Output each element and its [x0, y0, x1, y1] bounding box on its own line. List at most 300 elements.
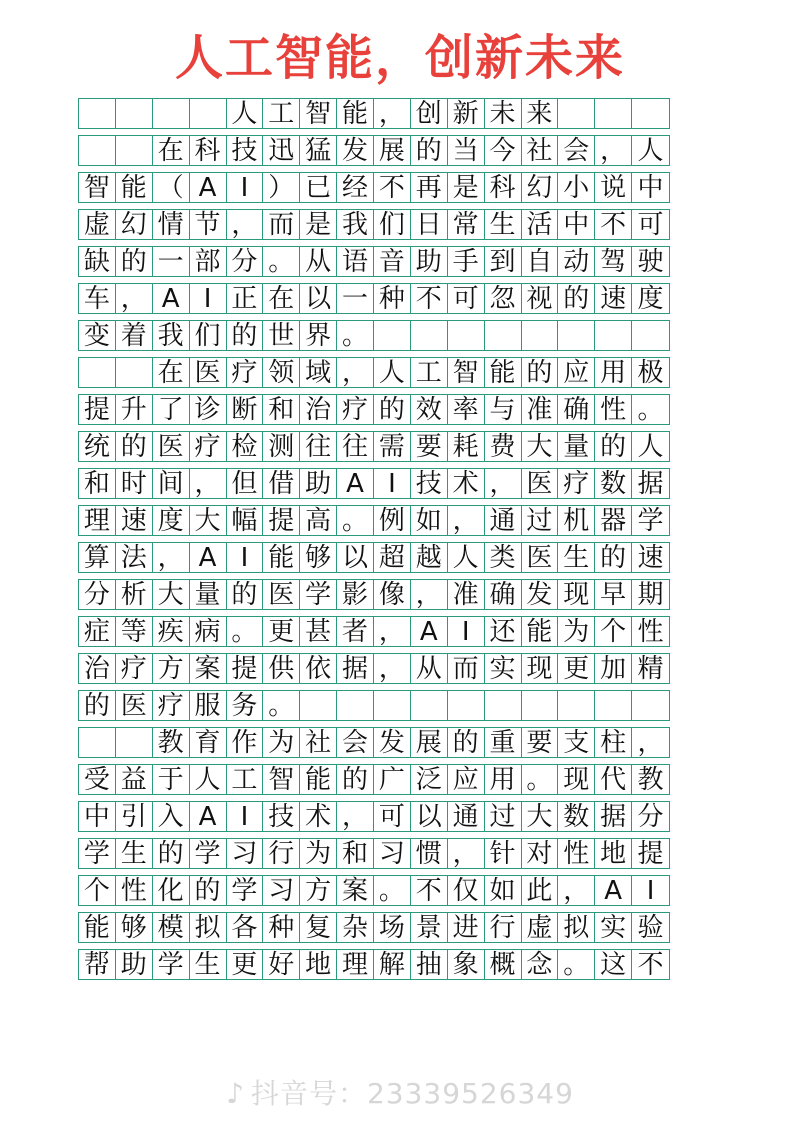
grid-cell: ，	[448, 506, 485, 535]
grid-cell: 创	[411, 99, 448, 128]
grid-cell	[485, 321, 522, 350]
grid-cell: 人	[448, 543, 485, 572]
grid-cell: 活	[522, 210, 559, 239]
grid-cell: 对	[522, 839, 559, 868]
grid-cell: 理	[337, 950, 374, 979]
grid-cell: 速	[595, 284, 632, 313]
grid-cell: 医	[153, 432, 190, 461]
grid-cell: 益	[116, 765, 153, 794]
grid-cell: 期	[637, 580, 664, 609]
grid-cell: 发	[522, 580, 559, 609]
grid-cell: 在	[153, 136, 190, 165]
grid-cell: 更	[558, 654, 595, 683]
grid-cell: 甚	[300, 617, 337, 646]
grid-cell: 的	[558, 284, 595, 313]
grid-cell: 到	[485, 247, 522, 276]
grid-cell: 往	[300, 432, 337, 461]
grid-cell: I	[227, 802, 264, 831]
grid-cell: 个	[595, 617, 632, 646]
grid-cell: ，	[448, 839, 485, 868]
grid-cell: 虚	[79, 210, 116, 239]
grid-cell: 和	[79, 469, 116, 498]
grid-cell: 仅	[448, 876, 485, 905]
grid-cell: 极	[637, 358, 664, 387]
grid-cell	[632, 691, 669, 720]
grid-cell: 高	[300, 506, 337, 535]
grid-cell: 以	[337, 543, 374, 572]
grid-cell: 会	[337, 728, 374, 757]
grid-cell: 过	[485, 802, 522, 831]
grid-cell	[190, 99, 227, 128]
grid-cell	[79, 99, 116, 128]
grid-cell: ，	[374, 99, 411, 128]
grid-cell: 治	[79, 654, 116, 683]
grid-row	[78, 764, 670, 795]
grid-cell: I	[448, 617, 485, 646]
grid-cell: 是	[300, 210, 337, 239]
grid-cell: 动	[558, 247, 595, 276]
grid-cell: I	[190, 284, 227, 313]
grid-cell: I	[227, 173, 264, 202]
grid-cell: ，	[558, 876, 595, 905]
grid-cell: 景	[411, 913, 448, 942]
grid-cell: 发	[337, 136, 374, 165]
grid-cell: ，	[153, 543, 190, 572]
watermark-text: 抖音号：23339526349	[250, 1077, 574, 1110]
grid-cell: 未	[485, 99, 522, 128]
grid-cell: 性	[558, 839, 595, 868]
grid-cell: 是	[448, 173, 485, 202]
grid-cell: 小	[558, 173, 595, 202]
grid-cell: 提	[79, 395, 116, 424]
grid-cell: 在	[263, 284, 300, 313]
grid-cell: 学	[153, 950, 190, 979]
grid-cell: 为	[300, 839, 337, 868]
grid-cell: 正	[227, 284, 264, 313]
grid-cell: 数	[558, 802, 595, 831]
grid-cell: 者	[337, 617, 374, 646]
grid-cell	[116, 99, 153, 128]
grid-row	[78, 616, 670, 647]
grid-cell: 病	[190, 617, 227, 646]
grid-cell: 度	[153, 506, 190, 535]
grid-cell: 生	[190, 950, 227, 979]
grid-cell: ）	[263, 173, 300, 202]
grid-row	[78, 690, 670, 721]
grid-cell: 在	[153, 358, 190, 387]
grid-cell: 医	[190, 358, 227, 387]
grid-cell: 地	[595, 839, 632, 868]
grid-cell: 。	[522, 765, 559, 794]
grid-cell: 社	[522, 136, 559, 165]
grid-cell: ，	[190, 469, 227, 498]
grid-cell: 人	[374, 358, 411, 387]
grid-cell: 速	[637, 543, 664, 572]
grid-cell: ，	[116, 284, 153, 313]
grid-cell: 能	[522, 617, 559, 646]
grid-cell: 不	[411, 876, 448, 905]
grid-cell: 能	[263, 543, 300, 572]
grid-cell: 疾	[153, 617, 190, 646]
grid-cell: 行	[263, 839, 300, 868]
grid-cell: 语	[337, 247, 374, 276]
grid-cell: 缺	[79, 247, 116, 276]
grid-cell: 视	[522, 284, 559, 313]
grid-cell	[153, 99, 190, 128]
grid-cell: 量	[558, 432, 595, 461]
grid-cell: 场	[374, 913, 411, 942]
grid-cell: 。	[227, 617, 264, 646]
grid-cell	[632, 99, 669, 128]
grid-cell: 影	[337, 580, 374, 609]
grid-cell: 能	[79, 913, 116, 942]
grid-cell: ，	[374, 654, 411, 683]
grid-cell: 习	[263, 876, 300, 905]
grid-cell: 能	[485, 358, 522, 387]
grid-cell: 例	[374, 506, 411, 535]
grid-cell: 手	[448, 247, 485, 276]
grid-cell: 种	[263, 913, 300, 942]
grid-cell: 升	[116, 395, 153, 424]
grid-cell: 一	[153, 247, 190, 276]
grid-cell: 不	[374, 173, 411, 202]
grid-cell: 医	[116, 691, 153, 720]
grid-cell: 度	[637, 284, 664, 313]
grid-cell: 助	[300, 469, 337, 498]
grid-cell: 能	[337, 99, 374, 128]
grid-cell	[79, 358, 116, 387]
grid-cell: 学	[190, 839, 227, 868]
grid-cell: 性	[637, 617, 664, 646]
grid-row	[78, 801, 670, 832]
grid-cell: A	[337, 469, 374, 498]
grid-cell: 各	[227, 913, 264, 942]
grid-cell: 个	[79, 876, 116, 905]
grid-cell: ，	[595, 136, 632, 165]
grid-cell: 如	[411, 506, 448, 535]
grid-cell: 现	[522, 654, 559, 683]
grid-cell	[337, 691, 374, 720]
grid-cell: 人	[637, 432, 664, 461]
grid-cell: 费	[485, 432, 522, 461]
grid-cell: 部	[190, 247, 227, 276]
grid-cell: ，	[374, 617, 411, 646]
grid-cell: 种	[374, 284, 411, 313]
grid-cell: 车	[79, 284, 116, 313]
grid-cell: 。	[374, 876, 411, 905]
grid-cell: 助	[116, 950, 153, 979]
grid-cell: 而	[448, 654, 485, 683]
grid-cell: 理	[79, 506, 116, 535]
grid-cell: 育	[190, 728, 227, 757]
grid-row	[78, 542, 670, 573]
grid-cell: 中	[79, 802, 116, 831]
grid-cell: 统	[79, 432, 116, 461]
grid-cell: 。	[637, 395, 664, 424]
grid-cell: 驶	[637, 247, 664, 276]
grid-cell: 分	[79, 580, 116, 609]
grid-cell: 的	[79, 691, 116, 720]
grid-cell: ，	[337, 802, 374, 831]
grid-cell: 针	[485, 839, 522, 868]
grid-cell: 当	[448, 136, 485, 165]
grid-cell: 诊	[190, 395, 227, 424]
grid-cell: 据	[637, 469, 664, 498]
grid-cell: 疗	[190, 432, 227, 461]
grid-cell	[595, 99, 632, 128]
grid-cell: 大	[153, 580, 190, 609]
grid-cell	[522, 321, 559, 350]
grid-cell: 学	[637, 506, 664, 535]
grid-cell: 于	[153, 765, 190, 794]
grid-cell: 科	[485, 173, 522, 202]
grid-cell: 惯	[411, 839, 448, 868]
grid-cell: 间	[153, 469, 190, 498]
grid-cell: 作	[227, 728, 264, 757]
grid-cell: 效	[411, 395, 448, 424]
grid-cell: 世	[263, 321, 300, 350]
grid-cell	[522, 691, 559, 720]
grid-cell: 与	[485, 395, 522, 424]
grid-cell: 的	[595, 543, 632, 572]
grid-cell: 够	[116, 913, 153, 942]
grid-cell: 生	[116, 839, 153, 868]
grid-cell: 技	[263, 802, 300, 831]
grid-cell: 提	[227, 654, 264, 683]
grid-cell: 技	[411, 469, 448, 498]
grid-cell: 医	[263, 580, 300, 609]
grid-row	[78, 98, 670, 129]
grid-cell: 疗	[153, 691, 190, 720]
grid-row	[78, 653, 670, 684]
grid-cell: 拟	[558, 913, 595, 942]
grid-cell: 教	[637, 765, 664, 794]
tiktok-logo-icon: ♪	[226, 1077, 245, 1110]
grid-cell: 可	[637, 210, 664, 239]
grid-cell: 领	[263, 358, 300, 387]
grid-cell: 据	[595, 802, 632, 831]
grid-cell: 超	[374, 543, 411, 572]
grid-cell: 泛	[411, 765, 448, 794]
grid-row	[78, 209, 670, 240]
watermark	[0, 1072, 800, 1112]
grid-cell: 疗	[337, 395, 374, 424]
grid-cell: 们	[374, 210, 411, 239]
grid-cell: 入	[153, 802, 190, 831]
grid-cell: 中	[558, 210, 595, 239]
grid-cell: 现	[558, 765, 595, 794]
grid-cell: 柱	[595, 728, 632, 757]
grid-cell: 法	[116, 543, 153, 572]
grid-cell: 工	[227, 765, 264, 794]
grid-cell: 通	[485, 506, 522, 535]
grid-cell: 准	[522, 395, 559, 424]
grid-cell	[79, 728, 116, 757]
grid-cell: 等	[116, 617, 153, 646]
grid-cell: I	[646, 876, 655, 905]
grid-cell: 借	[263, 469, 300, 498]
grid-cell: 像	[374, 580, 411, 609]
grid-cell: 为	[263, 728, 300, 757]
grid-cell	[79, 136, 116, 165]
grid-cell	[595, 321, 632, 350]
grid-cell: 医	[522, 469, 559, 498]
grid-cell: 重	[485, 728, 522, 757]
grid-cell: 抽	[411, 950, 448, 979]
grid-cell: 解	[374, 950, 411, 979]
grid-cell: 供	[263, 654, 300, 683]
grid-cell: 提	[263, 506, 300, 535]
grid-cell: 疗	[116, 654, 153, 683]
grid-cell: 而	[263, 210, 300, 239]
grid-cell: 生	[558, 543, 595, 572]
grid-cell	[558, 691, 595, 720]
grid-cell: 音	[374, 247, 411, 276]
grid-cell: 测	[263, 432, 300, 461]
grid-cell: 务	[227, 691, 264, 720]
grid-cell: 社	[300, 728, 337, 757]
grid-row	[78, 875, 670, 906]
grid-cell	[448, 691, 485, 720]
grid-cell: 够	[300, 543, 337, 572]
grid-cell: 展	[411, 728, 448, 757]
grid-cell: 工	[263, 99, 300, 128]
grid-cell: 需	[374, 432, 411, 461]
grid-row	[78, 283, 670, 314]
grid-cell: 的	[227, 321, 264, 350]
grid-row	[78, 912, 670, 943]
grid-cell: 率	[448, 395, 485, 424]
grid-cell: 。	[558, 950, 595, 979]
grid-cell: 为	[558, 617, 595, 646]
grid-cell: 和	[337, 839, 374, 868]
grid-cell: 验	[637, 913, 664, 942]
grid-cell: 可	[448, 284, 485, 313]
grid-cell: A	[595, 876, 632, 905]
grid-cell: 现	[558, 580, 595, 609]
grid-cell: 幻	[522, 173, 559, 202]
grid-cell: 准	[448, 580, 485, 609]
grid-row	[78, 468, 670, 499]
grid-cell: 的	[227, 580, 264, 609]
grid-cell	[411, 321, 448, 350]
grid-cell: 幻	[116, 210, 153, 239]
page-title: 人工智能，创新未来	[174, 30, 625, 86]
grid-cell: 帮	[79, 950, 116, 979]
grid-cell: A	[190, 802, 227, 831]
grid-cell: 虚	[522, 913, 559, 942]
grid-cell: 的	[153, 839, 190, 868]
grid-cell: 案	[190, 654, 227, 683]
grid-row	[78, 431, 670, 462]
grid-cell: 象	[448, 950, 485, 979]
grid-cell: 人	[190, 765, 227, 794]
grid-cell: 分	[637, 802, 664, 831]
grid-cell: 用	[485, 765, 522, 794]
grid-cell: 从	[411, 654, 448, 683]
grid-cell: 更	[227, 950, 264, 979]
grid-row	[78, 172, 670, 203]
grid-cell: 学	[300, 580, 337, 609]
grid-cell: 驾	[595, 247, 632, 276]
grid-cell: 概	[485, 950, 522, 979]
grid-cell: 耗	[448, 432, 485, 461]
grid-cell: 经	[337, 173, 374, 202]
grid-cell: 人	[637, 136, 664, 165]
grid-cell: 这	[595, 950, 632, 979]
grid-cell: 广	[374, 765, 411, 794]
grid-cell: 不	[637, 950, 664, 979]
grid-cell: 今	[485, 136, 522, 165]
grid-cell: 支	[558, 728, 595, 757]
grid-cell: 教	[153, 728, 190, 757]
grid-cell: 中	[637, 173, 664, 202]
grid-cell: 案	[337, 876, 374, 905]
grid-cell: 的	[448, 728, 485, 757]
grid-cell: 我	[153, 321, 190, 350]
grid-cell: 习	[227, 839, 264, 868]
grid-cell: 析	[116, 580, 153, 609]
grid-cell: 来	[522, 99, 559, 128]
grid-cell: 通	[448, 802, 485, 831]
grid-cell: 。	[263, 691, 300, 720]
grid-cell: 的	[411, 136, 448, 165]
grid-cell: 方	[153, 654, 190, 683]
grid-cell: 幅	[227, 506, 264, 535]
grid-cell: 进	[448, 913, 485, 942]
grid-cell: 早	[595, 580, 632, 609]
grid-cell: 要	[411, 432, 448, 461]
grid-cell: 着	[116, 321, 153, 350]
grid-cell: 服	[190, 691, 227, 720]
grid-row	[78, 135, 670, 166]
grid-row	[78, 505, 670, 536]
grid-cell: 代	[595, 765, 632, 794]
grid-cell: 算	[79, 543, 116, 572]
grid-cell: 速	[116, 506, 153, 535]
grid-cell: 们	[190, 321, 227, 350]
grid-cell: 学	[79, 839, 116, 868]
grid-cell: A	[153, 284, 190, 313]
grid-cell: 助	[411, 247, 448, 276]
grid-cell	[558, 321, 595, 350]
grid-cell: 的	[116, 247, 153, 276]
grid-cell: 以	[411, 802, 448, 831]
grid-cell: 念	[522, 950, 559, 979]
grid-cell: 此	[522, 876, 559, 905]
grid-cell: A	[190, 173, 227, 202]
grid-cell: 不	[595, 210, 632, 239]
grid-cell: 症	[79, 617, 116, 646]
grid-cell	[300, 691, 337, 720]
grid-cell: ，	[411, 580, 448, 609]
grid-row	[78, 320, 670, 351]
grid-cell	[448, 321, 485, 350]
grid-cell	[374, 321, 411, 350]
grid-cell: I	[374, 469, 411, 498]
grid-cell: 要	[522, 728, 559, 757]
grid-cell: 数	[595, 469, 632, 498]
grid-cell: 能	[116, 173, 153, 202]
grid-cell: 了	[153, 395, 190, 424]
grid-cell: 和	[263, 395, 300, 424]
grid-cell: 性	[595, 395, 632, 424]
grid-cell: 模	[153, 913, 190, 942]
grid-cell	[632, 321, 669, 350]
grid-cell: 实	[485, 654, 522, 683]
grid-cell: 再	[411, 173, 448, 202]
grid-cell: 域	[300, 358, 337, 387]
